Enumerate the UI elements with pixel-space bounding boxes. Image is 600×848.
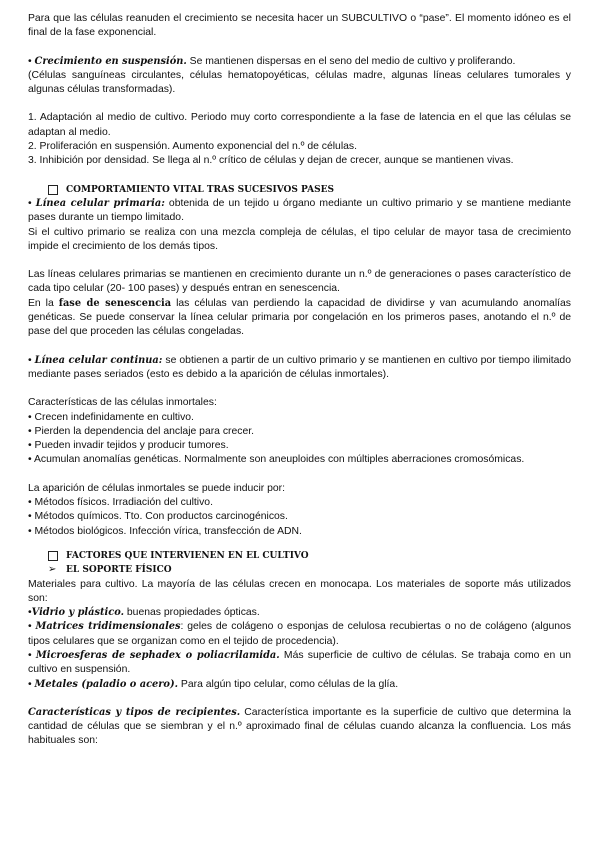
list-item: • Métodos biológicos. Infección vírica, transfección de ADN. bbox=[28, 525, 302, 537]
material-term: Matrices tridimensionales bbox=[35, 621, 181, 633]
section-heading-factores bbox=[28, 549, 571, 563]
immortal-title: Características de las células inmortales: bbox=[28, 397, 217, 409]
primary-line-text: obtenida de un tejido u órgano mediante un cultivo primario y se mantiene mediante pases durante un tiempo limitado. bbox=[28, 197, 571, 224]
bullet: • bbox=[28, 55, 32, 67]
intro-paragraph: Para que las células reanuden el crecimiento se necesita hacer un SUBCULTIVO o “pase”. El momento idóneo es el final de la fase exponencial. bbox=[28, 13, 571, 39]
senescence-paragraph bbox=[28, 297, 571, 340]
paragraph: Las líneas celulares primarias se mantienen en crecimiento durante un n.º de generaciones o pases característico de cada tipo celular (20- 100 pases) y después entran en senescencia. bbox=[28, 269, 571, 295]
document-page bbox=[28, 12, 571, 749]
checkbox-icon bbox=[48, 551, 58, 561]
material-item bbox=[28, 649, 571, 678]
primary-line-term: Línea celular primaria: bbox=[35, 197, 165, 209]
paragraph: Materiales para cultivo. La mayoría de las células crecen en monocapa. Los materiales de soporte más utilizados son: bbox=[28, 578, 571, 604]
material-text: Para algún tipo celular, como células de la glía. bbox=[178, 678, 399, 690]
material-term: Microesferas de sephadex o poliacrilamida. bbox=[35, 649, 280, 661]
bullet: • bbox=[28, 678, 32, 690]
step-item: 3. Inhibición por densidad. Se llega al n.º crítico de células y dejan de crecer, aunque se mantienen vivas. bbox=[28, 155, 514, 167]
subsection-title: EL SOPORTE FÍSICO bbox=[66, 565, 172, 576]
recipients-text: Característica importante es la superficie de cultivo que determina la cantidad de células que se siembran y el n.º aproximado final de células cuando alcanza la confluencia. Los más habituales son: bbox=[28, 706, 571, 747]
bullet: • bbox=[28, 354, 32, 366]
material-term: Metales (paladio o acero). bbox=[34, 678, 179, 690]
paragraph: Si el cultivo primario se realiza con una mezcla compleja de células, el tipo celular de mayor tasa de crecimiento impide el crecimiento de los demás tipos. bbox=[28, 226, 571, 252]
list-item: • Acumulan anomalías genéticas. Normalmente son aneuploides con múltiples aberraciones cromosómicas. bbox=[28, 454, 525, 466]
suspension-note: (Células sanguíneas circulantes, células hematopoyéticas, células madre, algunas líneas celulares tumorales y algunas células transformadas). bbox=[28, 69, 571, 96]
material-text: : geles de colágeno o esponjas de celulosa recubiertas o no de colágeno (algunos tipos celulares que se organizan como en el tejido de procedencia). bbox=[28, 621, 572, 647]
material-item bbox=[28, 678, 571, 692]
arrow-icon: ➢ bbox=[48, 564, 57, 576]
bullet: • bbox=[28, 197, 32, 209]
bullet: • bbox=[28, 649, 32, 661]
recipients-term: Características y tipos de recipientes. bbox=[28, 706, 241, 718]
section-title: COMPORTAMIENTO VITAL TRAS SUCESIVOS PASES bbox=[66, 184, 334, 195]
material-item bbox=[28, 620, 571, 649]
material-item bbox=[28, 606, 571, 620]
material-text: Más superficie de cultivo de células. Se trabaja como en un cultivo en suspensión. bbox=[28, 649, 572, 676]
text: las células van perdiendo la capacidad de dividirse y van acumulando anomalías genéticas. Se puede conservar la línea celular primaria por congelación en los primeros pases, anotando el n.º de pase del que proceden las células congeladas. bbox=[28, 297, 572, 338]
bullet: • bbox=[28, 621, 32, 633]
list-item: • Crecen indefinidamente en cultivo. bbox=[28, 411, 194, 423]
list-item: • Métodos físicos. Irradiación del cultivo. bbox=[28, 497, 213, 509]
section-heading-comportamiento bbox=[28, 183, 571, 197]
bullet: • bbox=[28, 607, 32, 619]
subheading-soporte bbox=[28, 563, 571, 577]
continuous-line-text: se obtienen a partir de un cultivo primario y se mantienen en cultivo por tiempo ilimitado mediante pases seriados (esto es debido a la aparición de células inmortales). bbox=[28, 354, 571, 380]
induce-title: La aparición de células inmortales se puede inducir por: bbox=[28, 482, 286, 494]
text: En la bbox=[28, 297, 59, 309]
list-item: • Métodos químicos. Tto. Con productos carcinogénicos. bbox=[28, 511, 288, 523]
senescence-term: fase de senescencia bbox=[58, 297, 172, 309]
primary-line-paragraph bbox=[28, 197, 571, 226]
list-item: • Pueden invadir tejidos y producir tumores. bbox=[28, 440, 229, 452]
continuous-line-term: Línea celular continua: bbox=[34, 354, 163, 366]
section-title: FACTORES QUE INTERVIENEN EN EL CULTIVO bbox=[66, 550, 309, 561]
list-item: • Pierden la dependencia del anclaje para crecer. bbox=[28, 425, 255, 437]
suspension-term: Crecimiento en suspensión. bbox=[34, 55, 187, 67]
step-item: 1. Adaptación al medio de cultivo. Periodo muy corto correspondiente a la fase de latencia en el que las células se adaptan al medio. bbox=[28, 112, 571, 138]
recipients-paragraph bbox=[28, 706, 571, 749]
continuous-line-paragraph bbox=[28, 354, 571, 383]
step-item: 2. Proliferación en suspensión. Aumento exponencial del n.º de células. bbox=[28, 141, 357, 153]
checkbox-icon bbox=[48, 185, 58, 195]
material-term: Vidrio y plástico. bbox=[31, 607, 124, 619]
suspension-text: Se mantienen dispersas en el seno del medio de cultivo y proliferando. bbox=[186, 55, 516, 67]
material-text: buenas propiedades ópticas. bbox=[124, 607, 260, 619]
suspension-paragraph bbox=[28, 55, 571, 69]
